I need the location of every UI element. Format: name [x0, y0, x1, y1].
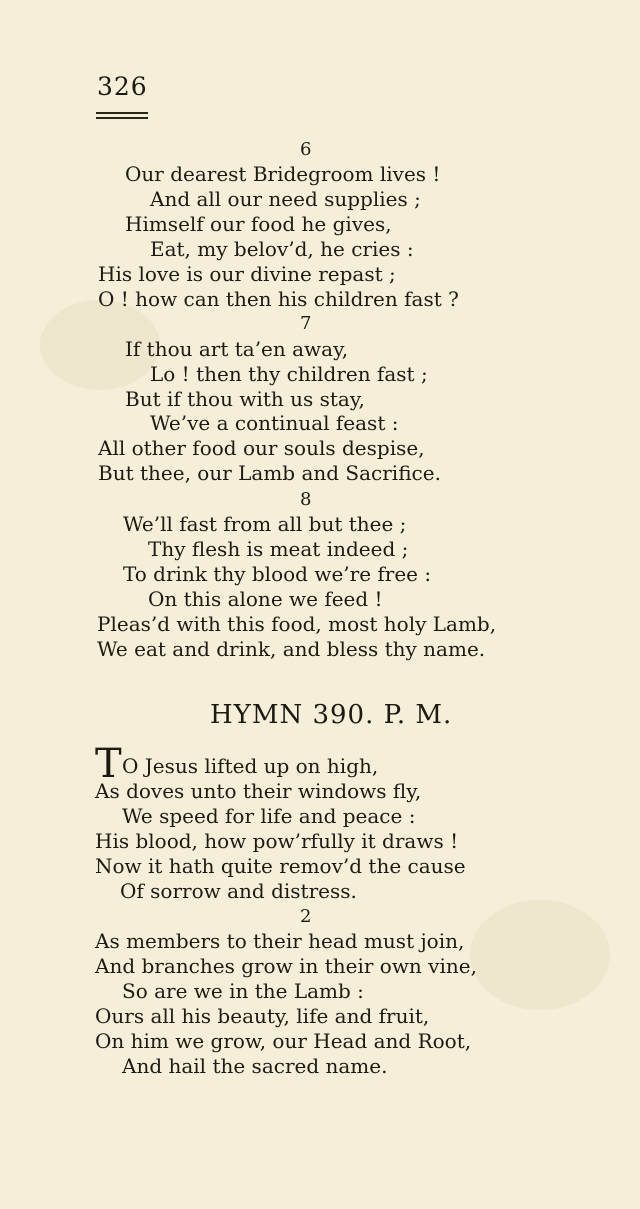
hymn-title: HYMN 390. P. M. [210, 700, 453, 730]
verse-line: Himself our food he gives, [125, 212, 392, 236]
verse-line: Lo ! then thy children fast ; [150, 362, 428, 386]
verse-line: As members to their head must join, [95, 929, 465, 953]
page-number-rule [96, 117, 148, 119]
stanza-number: 6 [300, 139, 312, 160]
verse-line: Eat, my belov’d, he cries : [150, 237, 414, 261]
verse-line: Of sorrow and distress. [120, 879, 357, 903]
verse-line: To drink thy blood we’re free : [123, 562, 432, 586]
verse-line: Ours all his beauty, life and fruit, [95, 1004, 430, 1028]
page-number-rule [96, 112, 148, 114]
verse-line: Our dearest Bridegroom lives ! [125, 162, 441, 186]
verse-line: We eat and drink, and bless thy name. [97, 637, 486, 661]
verse-line: O ! how can then his children fast ? [98, 287, 459, 311]
drop-cap: T [95, 741, 122, 787]
verse-line: As doves unto their windows fly, [95, 779, 422, 803]
verse-line: His blood, how pow’rfully it draws ! [95, 829, 459, 853]
verse-line: On this alone we feed ! [148, 587, 383, 611]
verse-line: His love is our divine repast ; [98, 262, 396, 286]
stanza-number: 7 [300, 313, 312, 334]
stanza-number: 2 [300, 906, 312, 927]
stanza-number: 8 [300, 489, 312, 510]
verse-line: We’ve a continual feast : [150, 411, 399, 435]
verse-line: If thou art ta’en away, [125, 337, 349, 361]
verse-line: So are we in the Lamb : [122, 979, 364, 1003]
verse-line: O Jesus lifted up on high, [122, 754, 379, 778]
verse-line: But thee, our Lamb and Sacrifice. [98, 461, 441, 485]
verse-line: And all our need supplies ; [150, 187, 421, 211]
verse-line: We speed for life and peace : [122, 804, 416, 828]
verse-line: We’ll fast from all but thee ; [123, 512, 407, 536]
paper-stain [470, 900, 610, 1010]
verse-line: On him we grow, our Head and Root, [95, 1029, 472, 1053]
verse-line: But if thou with us stay, [125, 387, 365, 411]
verse-line: All other food our souls despise, [98, 436, 425, 460]
verse-line: And hail the sacred name. [122, 1054, 388, 1078]
verse-line: Thy flesh is meat indeed ; [148, 537, 409, 561]
verse-line: Now it hath quite remov’d the cause [95, 854, 466, 878]
page-number: 326 [97, 72, 148, 101]
verse-line: And branches grow in their own vine, [95, 954, 477, 978]
verse-line: Pleas’d with this food, most holy Lamb, [97, 612, 497, 636]
